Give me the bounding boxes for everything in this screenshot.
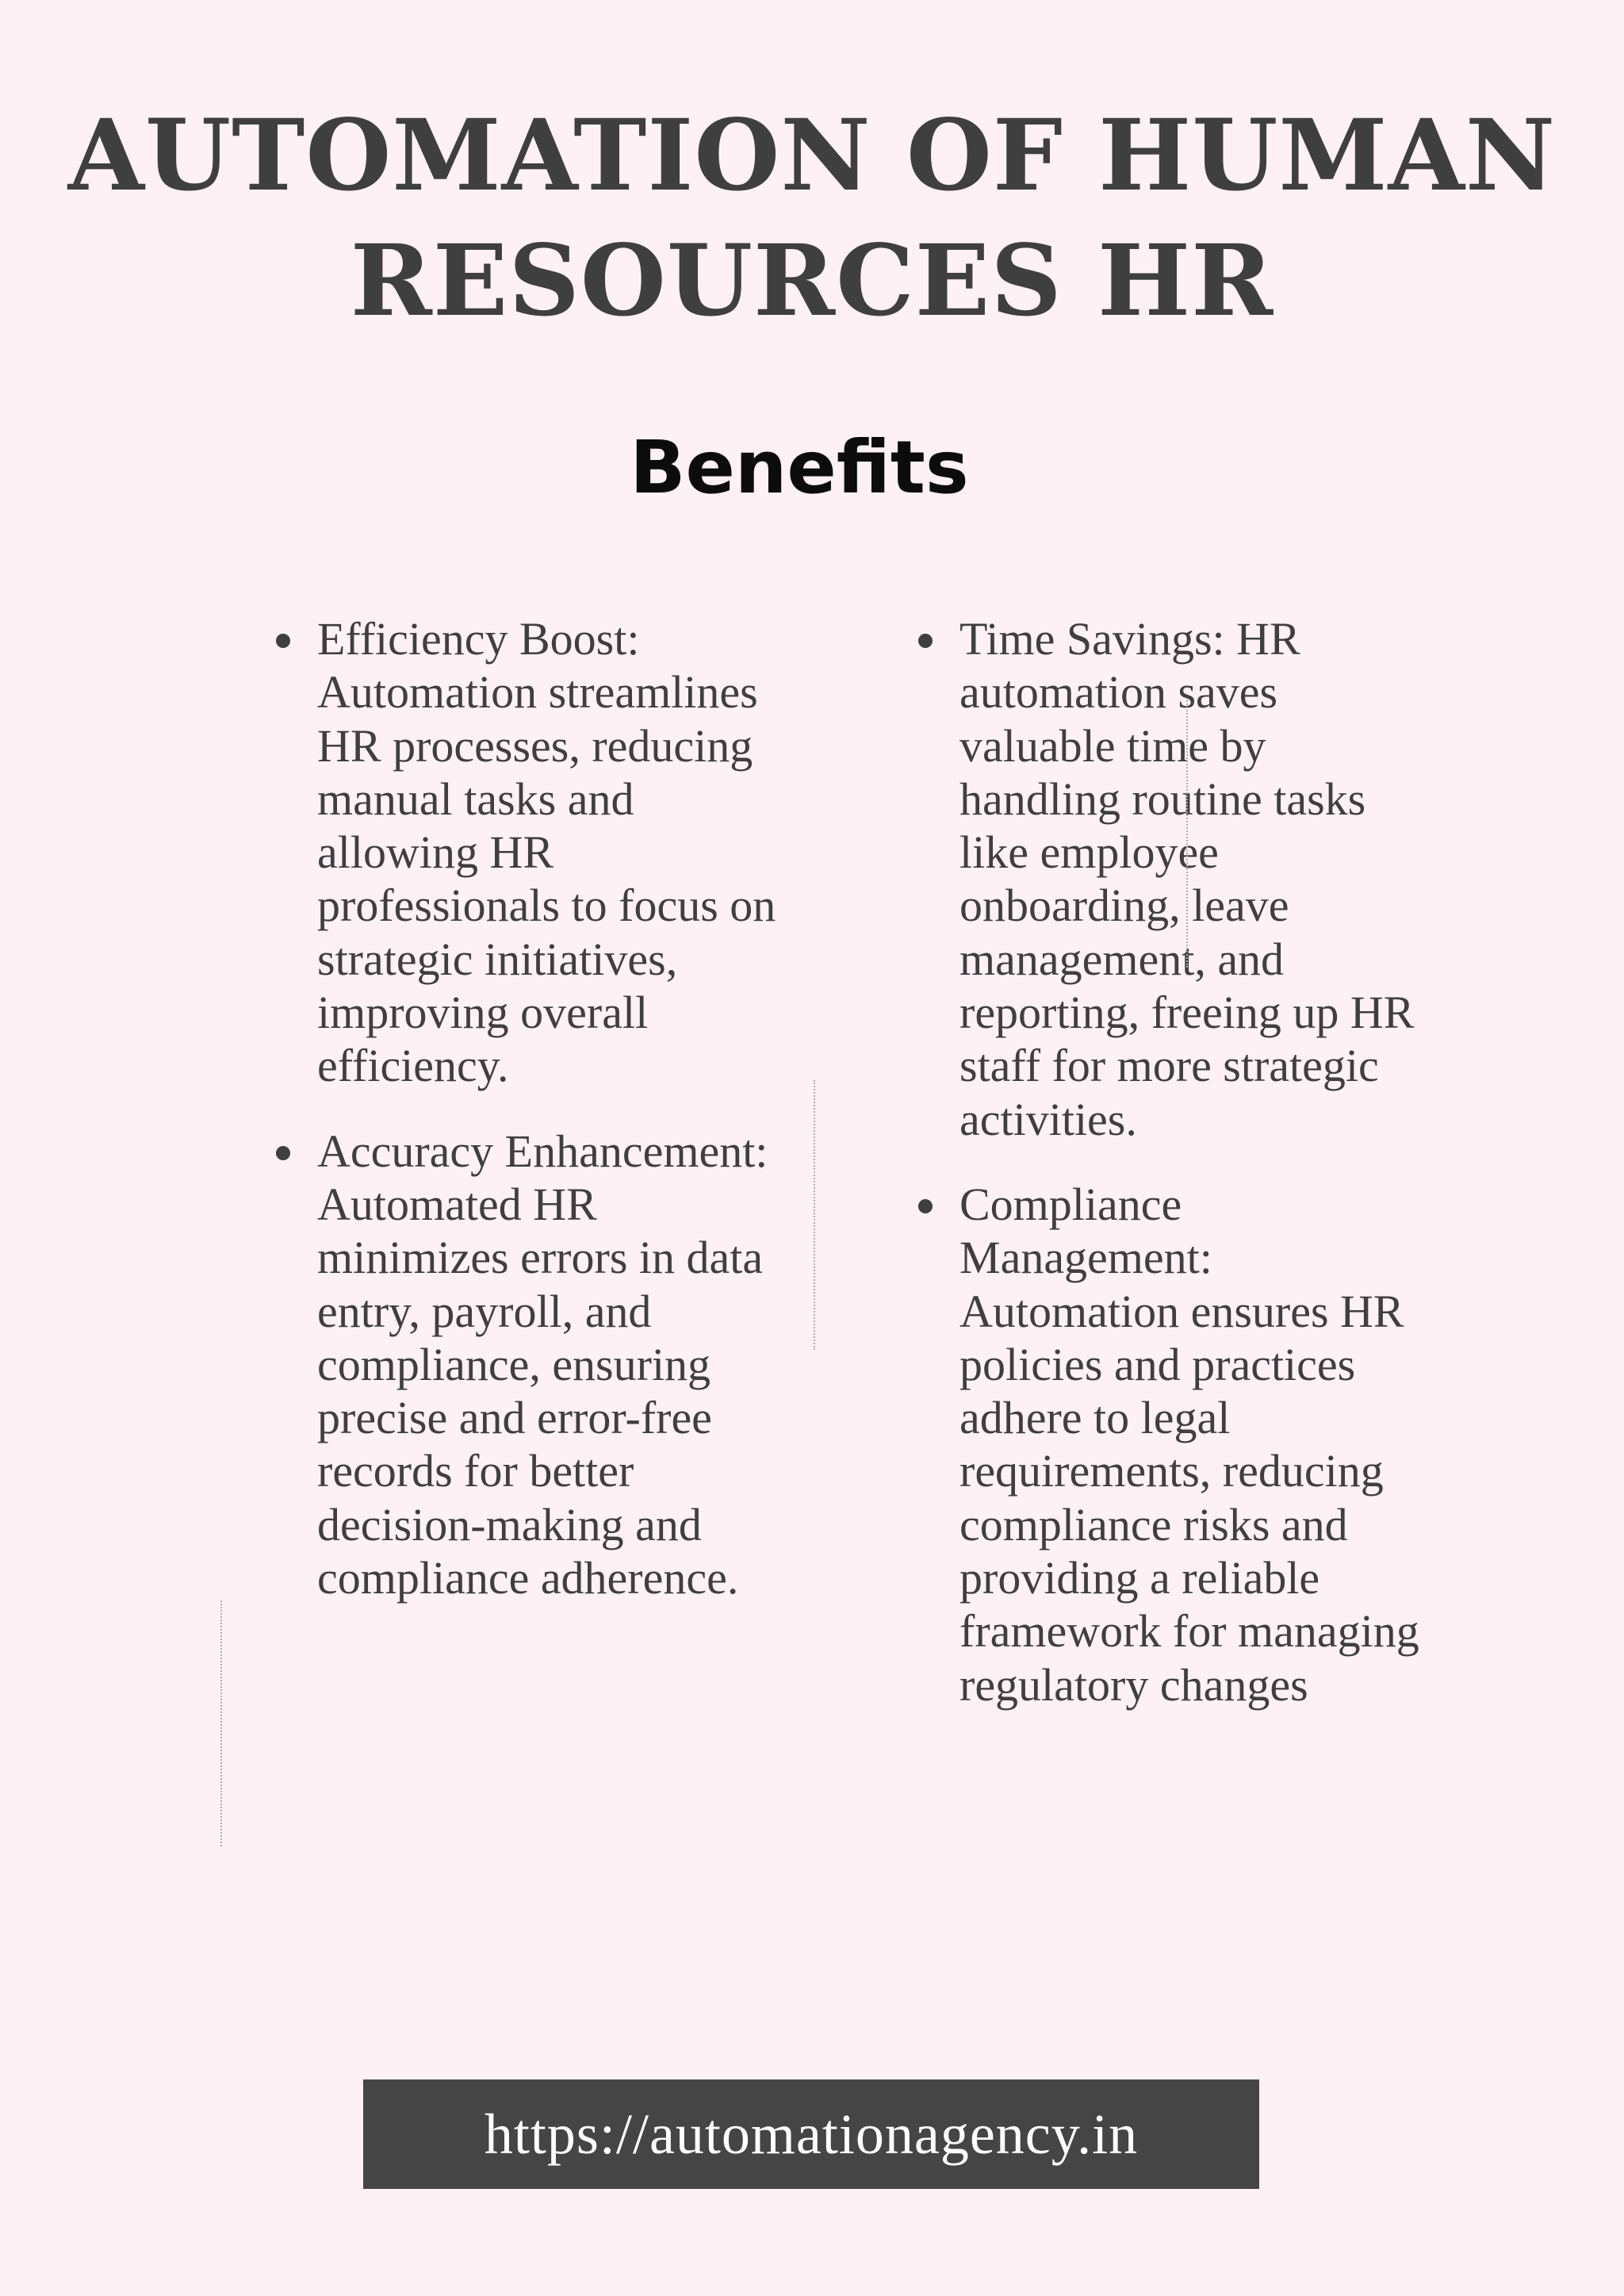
bullet-icon: [276, 1146, 290, 1160]
benefit-item-time-savings: [959, 612, 1435, 1146]
benefits-list-left: [317, 612, 793, 1636]
bullet-icon: [276, 634, 290, 648]
bullet-icon: [918, 1199, 933, 1213]
benefits-list-right: [959, 612, 1435, 1743]
page-title: AUTOMATION OF HUMAN RESOURCES HR: [67, 98, 1557, 339]
benefit-text: Time Savings: HR automation saves valuable time by handling routine tasks like employee onboarding, leave management, and reporting, freeing up HR staff for more strategic activities.: [959, 613, 1415, 1145]
benefit-item-accuracy: [317, 1125, 793, 1605]
benefit-text: Efficiency Boost: Automation streamlines HR processes, reducing manual tasks and allowing HR professionals to focus on strategic initiatives, improving overall efficiency.: [317, 613, 776, 1092]
benefit-item-compliance: [959, 1178, 1435, 1711]
decorative-divider: [1186, 698, 1188, 968]
decorative-divider: [220, 1600, 222, 1846]
benefit-text: Compliance Management: Automation ensures HR policies and practices adhere to legal requirements, reducing compliance risks and providing a reliable framework for managing regulatory changes: [959, 1178, 1419, 1711]
website-link[interactable]: https://automationagency.in: [484, 2102, 1139, 2166]
footer-url-banner: [363, 2079, 1259, 2189]
decorative-divider: [814, 1080, 815, 1350]
section-heading: Benefits: [630, 425, 969, 510]
bullet-icon: [918, 634, 933, 648]
benefit-text: Accuracy Enhancement: Automated HR minimizes errors in data entry, payroll, and compliance, ensuring precise and error-free records for better decision-making and compliance adherence.: [317, 1125, 768, 1604]
benefit-item-efficiency: [317, 612, 793, 1093]
